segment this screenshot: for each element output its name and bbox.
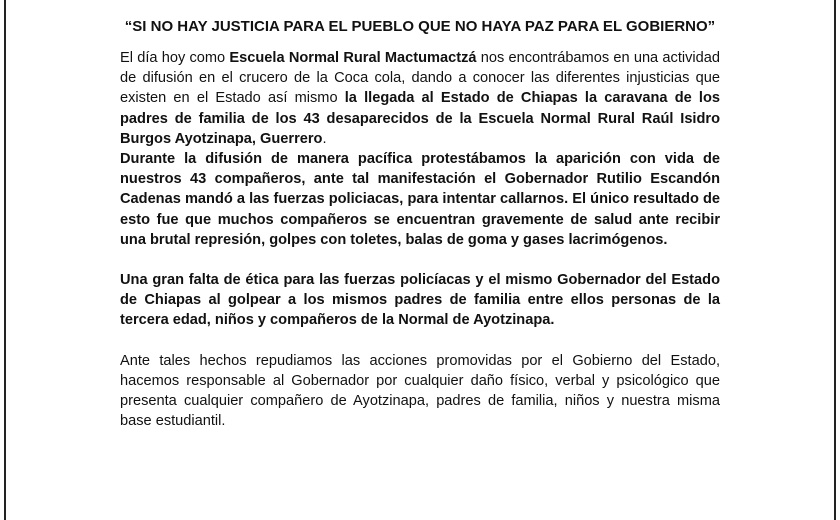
caravan-statement: la llegada al Estado de Chiapas la caravana de los padres de familia de los 43 desaparecidos de la Escuela Normal Rural Raúl Isidro Burgos Ayotzinapa, Guerrero [120,90,720,147]
paragraph-2-text: Durante la difusión de manera pacífica protestábamos la aparición con vida de nuestros 43 compañeros, ante tal manifestación el Gobernador Rutilio Escandón Cadenas mandó a las fuerzas policiacas, para intentar callarnos. El único resultado de esto fue que muchos compañeros se encuentran gravemente de salud ante recibir una brutal represión, golpes con toletes, balas de goma y gases lacrimógenos. [120,151,720,248]
paragraph-1-text-e: . [322,130,327,147]
paragraph-1-text-a: El día hoy como [120,50,230,66]
paragraph-1 [120,48,720,149]
school-name: Escuela Normal Rural Mactumactzá [229,50,477,66]
paragraph-3 [120,270,720,331]
paragraph-2 [120,149,720,250]
paragraph-spacer [120,250,720,270]
paragraph-1-text-c: nos encontrábamos en una actividad de difusión en el crucero de la Coca cola, dando a conocer las diferentes injusticias que existen en el Estado así mismo [120,50,721,107]
page-border-right [834,0,836,520]
page-border-left [4,0,6,520]
document-title: “SI NO HAY JUSTICIA PARA EL PUEBLO QUE NO HAYA PAZ PARA EL GOBIERNO” [124,18,716,35]
paragraph-4: Ante tales hechos repudiamos las acciones promovidas por el Gobierno del Estado, hacemos responsable al Gobernador por cualquier daño físico, verbal y psicológico que presenta cualquier compañero de Ayotzinapa, padres de familia, niños y nuestra misma base estudiantil. [120,352,720,430]
document-body [120,12,720,431]
paragraph-3-text: Una gran falta de ética para las fuerzas policíacas y el mismo Gobernador del Estado de Chiapas al golpear a los mismos padres de familia entre ellos personas de la tercera edad, niños y compañeros de la Normal de Ayotzinapa. [120,272,720,329]
paragraph-spacer [120,331,720,351]
